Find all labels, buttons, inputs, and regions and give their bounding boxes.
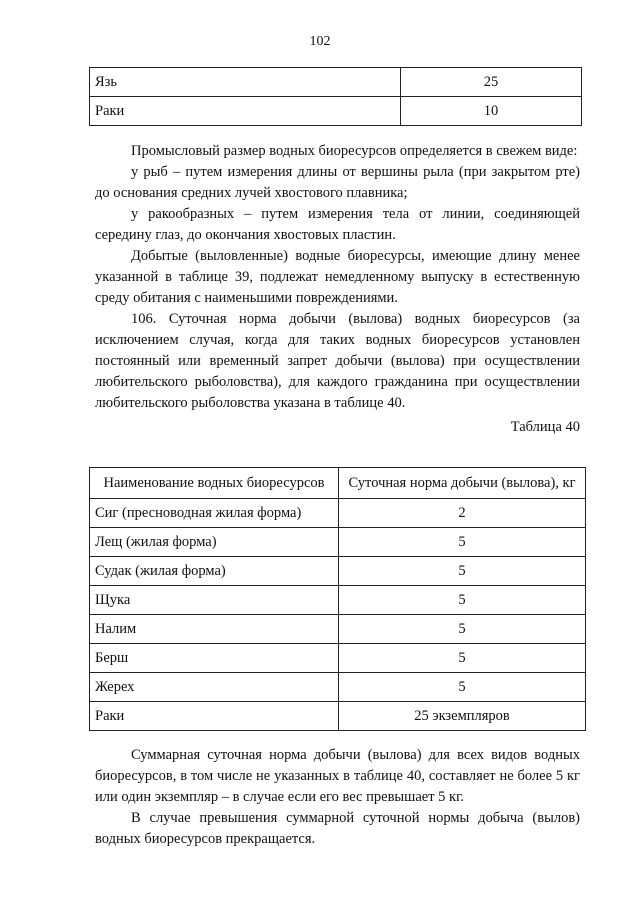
table-cell-value: 10	[401, 97, 582, 126]
table-row	[90, 644, 586, 673]
paragraph: Промысловый размер водных биоресурсов определяется в свежем виде:	[131, 143, 578, 159]
table-header-name: Наименование водных биоресурсов	[90, 468, 339, 499]
top-table	[89, 67, 582, 126]
table-cell-name: Язь	[90, 68, 401, 97]
table-cell-name: Сиг (пресноводная жилая форма)	[90, 499, 339, 528]
paragraph: Суммарная суточная норма добычи (вылова) для всех видов водных биоресурсов, в том числе не указанных в таблице 40, составляет не более 5 кг или один экземпляр – в случае если его вес превышает 5 кг.	[95, 747, 580, 805]
table-cell-name: Жерех	[90, 673, 339, 702]
body-section-1	[95, 141, 580, 438]
table-cell-name: Раки	[90, 97, 401, 126]
table-row	[90, 528, 586, 557]
table-header-value: Суточная норма добычи (вылова), кг	[339, 468, 586, 499]
table-40	[89, 467, 586, 731]
table-cell-name: Лещ (жилая форма)	[90, 528, 339, 557]
page-number: 102	[309, 34, 331, 49]
table-cell-value: 5	[339, 673, 586, 702]
table-cell-name: Раки	[90, 702, 339, 731]
table-row	[90, 557, 586, 586]
paragraph: у рыб – путем измерения длины от вершины рыла (при закрытом рте) до основания средних лучей хвостового плавника;	[95, 164, 580, 201]
table-row	[90, 702, 586, 731]
paragraph: В случае превышения суммарной суточной нормы добыча (вылов) водных биоресурсов прекращается.	[95, 810, 580, 847]
table-row	[90, 97, 582, 126]
table-cell-value: 25	[401, 68, 582, 97]
table-row	[90, 68, 582, 97]
paragraph: у ракообразных – путем измерения тела от линии, соединяющей середину глаз, до окончания хвостовых пластин.	[95, 206, 580, 243]
table-row	[90, 615, 586, 644]
paragraph: Добытые (выловленные) водные биоресурсы, имеющие длину менее указанной в таблице 39, подлежат немедленному выпуску в естественную среду обитания с наименьшими повреждениями.	[95, 248, 580, 306]
table-row	[90, 499, 586, 528]
table-cell-value: 5	[339, 586, 586, 615]
table-cell-name: Налим	[90, 615, 339, 644]
table-cell-name: Щука	[90, 586, 339, 615]
table-cell-value: 5	[339, 644, 586, 673]
table-cell-value: 25 экземпляров	[339, 702, 586, 731]
table-cell-value: 2	[339, 499, 586, 528]
table-cell-name: Берш	[90, 644, 339, 673]
paragraph: 106. Суточная норма добычи (вылова) водных биоресурсов (за исключением случая, когда для таких водных биоресурсов установлен постоянный или временный запрет добычи (вылова) при осуществлении любительского рыболовства), для каждого гражданина при осуществлении любительского рыболовства указана в таблице 40.	[95, 311, 580, 411]
body-section-2	[95, 745, 580, 850]
table-row	[90, 673, 586, 702]
table-caption: Таблица 40	[510, 419, 580, 435]
table-header-row	[90, 468, 586, 499]
table-cell-value: 5	[339, 557, 586, 586]
table-cell-name: Судак (жилая форма)	[90, 557, 339, 586]
table-cell-value: 5	[339, 615, 586, 644]
table-row	[90, 586, 586, 615]
table-cell-value: 5	[339, 528, 586, 557]
